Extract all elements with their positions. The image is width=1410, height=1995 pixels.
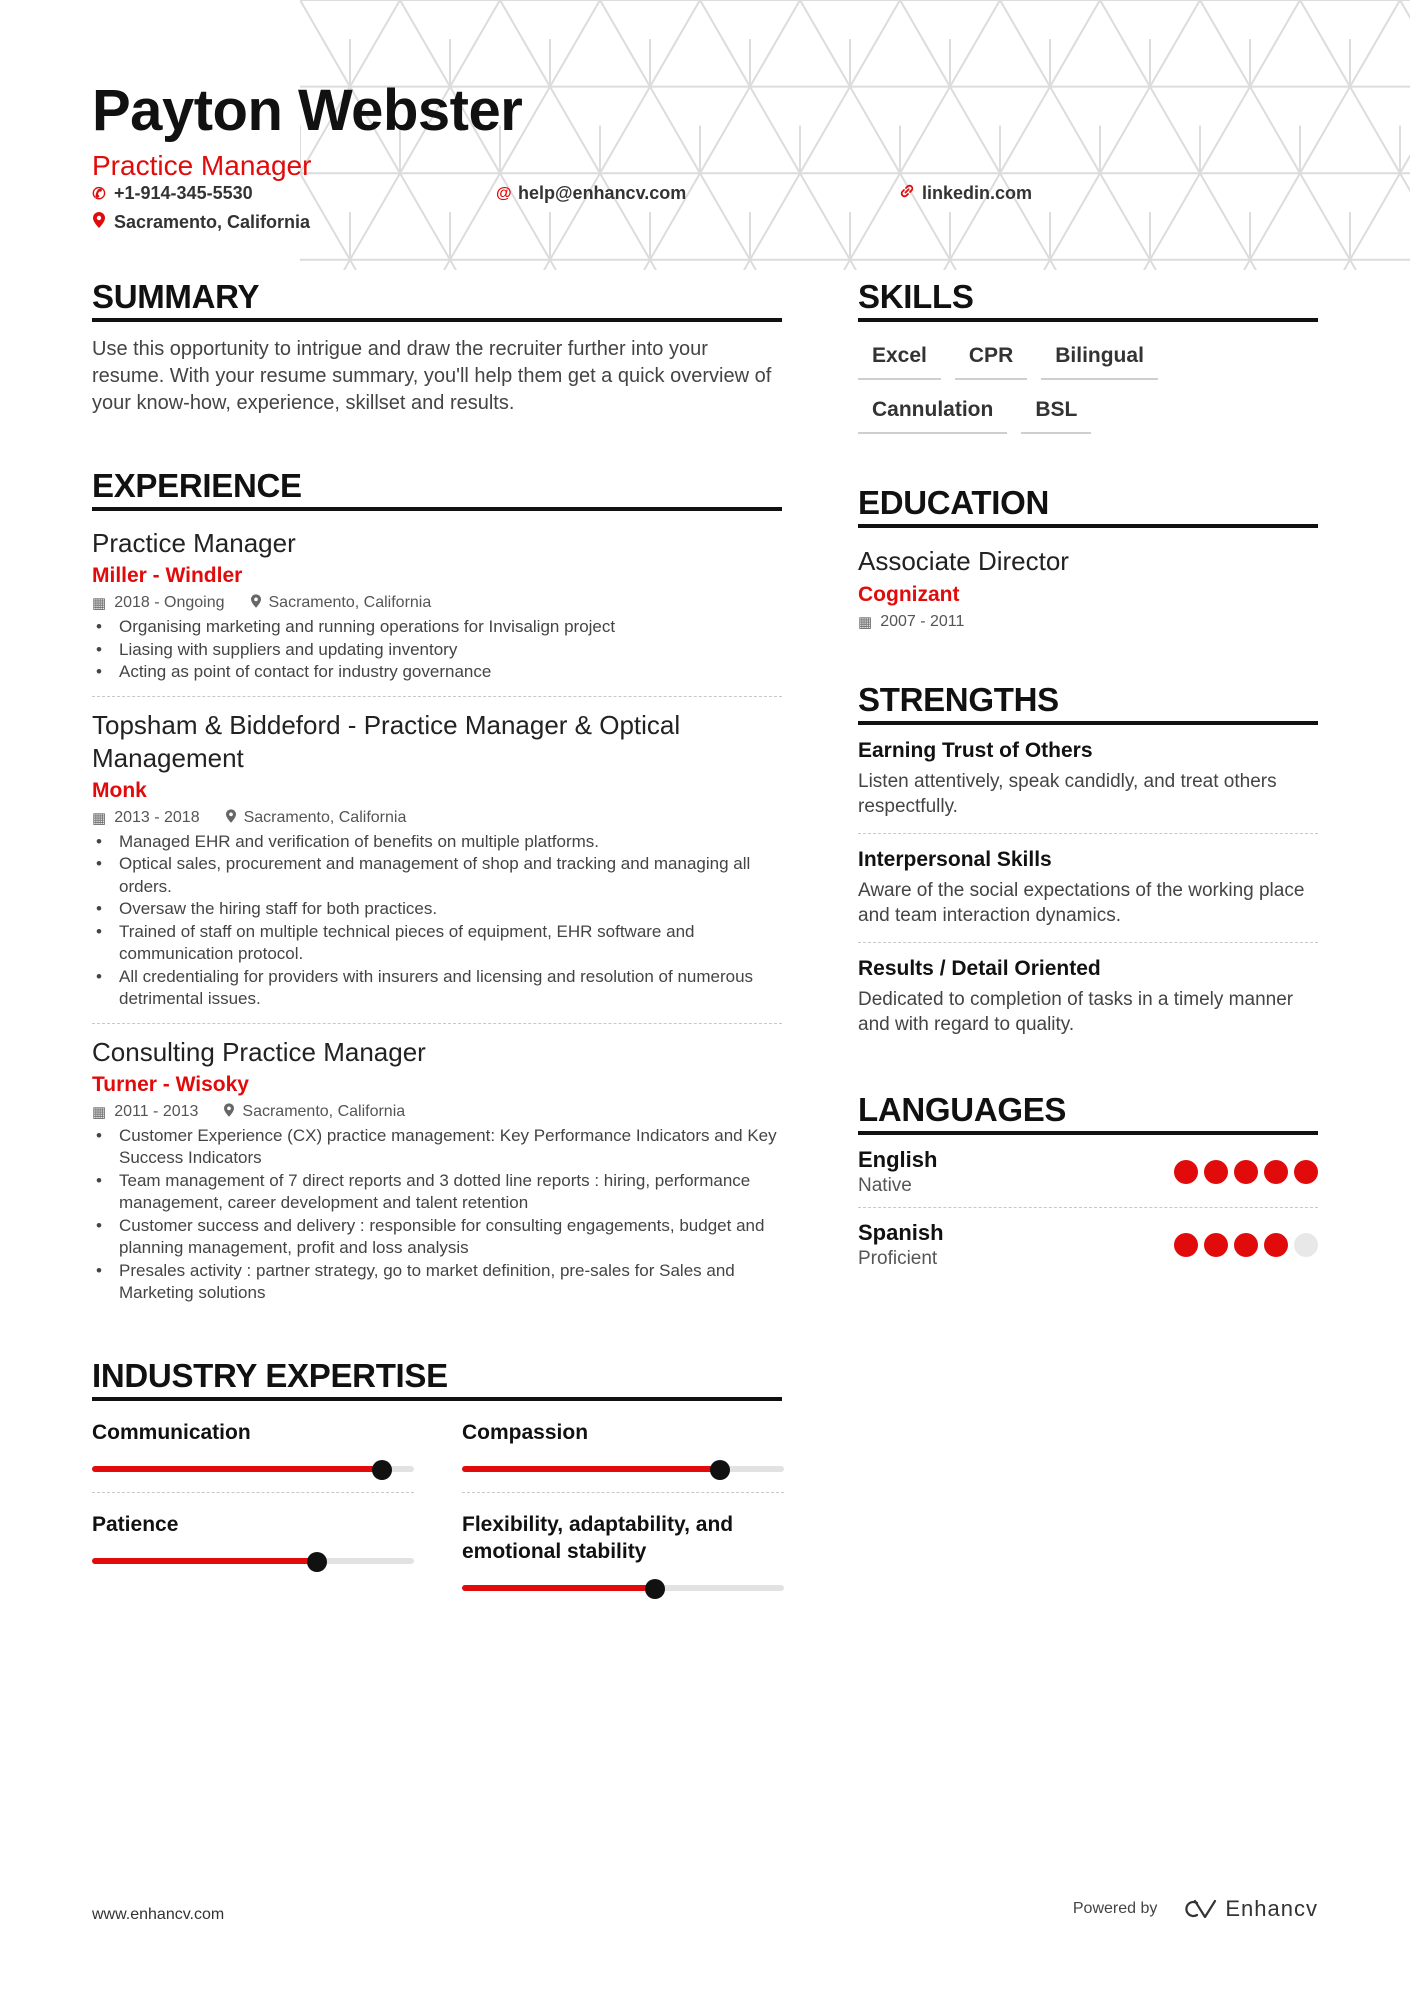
language-proficiency-dots: [1174, 1160, 1318, 1184]
link-icon: [900, 184, 914, 203]
company-name: Miller - Windler: [92, 564, 243, 587]
slider-knob: [307, 1552, 327, 1572]
job-bullet: • Oversaw the hiring staff for both practices.: [92, 898, 782, 921]
job-bullets: [92, 616, 782, 684]
language-info: [858, 1147, 937, 1197]
email-contact[interactable]: [496, 183, 686, 204]
job-bullets: [92, 831, 782, 1011]
at-icon: @: [496, 184, 512, 202]
footer-branding: [1073, 1896, 1318, 1922]
experience-item: [92, 697, 782, 1024]
strength-title: Results / Detail Oriented: [858, 957, 1101, 980]
summary-text: Use this opportunity to intrigue and draw the recruiter further into your resume. With your resume summary, you'll help them get a quick overview of your know-how, experience, skillset and results.: [92, 338, 772, 414]
language-proficiency-dots: [1174, 1233, 1318, 1257]
education-heading: EDUCATION: [858, 484, 1318, 528]
job-location-text: Sacramento, California: [242, 1102, 406, 1120]
experience-list: [92, 515, 782, 1317]
job-title: Practice Manager: [92, 528, 296, 558]
summary-section: [92, 278, 782, 417]
job-dates: 2013 - 2018: [114, 808, 200, 826]
slider-knob: [710, 1460, 730, 1480]
industry-expertise-heading: INDUSTRY EXPERTISE: [92, 1357, 782, 1401]
footer-website[interactable]: www.enhancv.com: [92, 1906, 225, 1923]
map-pin-icon: [224, 1103, 234, 1121]
slider-fill: [92, 1558, 317, 1564]
resume-header: [92, 78, 1322, 182]
strength-item: [858, 725, 1318, 834]
slider-knob: [645, 1579, 665, 1599]
linkedin-contact[interactable]: [900, 183, 1032, 204]
skills-section: [858, 278, 1318, 444]
slider-fill: [462, 1466, 720, 1472]
company-name: Turner - Wisoky: [92, 1072, 249, 1096]
expertise-slider: [92, 1552, 414, 1570]
expertise-label: Communication: [92, 1420, 251, 1444]
skills-heading: SKILLS: [858, 278, 1318, 322]
powered-by-text: Powered by: [1072, 1900, 1158, 1917]
job-bullet: • Optical sales, procurement and management of shop and tracking and managing all orders.: [92, 853, 782, 898]
expertise-slider: [92, 1460, 414, 1478]
company-name: Monk: [92, 778, 147, 802]
strength-desc: Dedicated to completion of tasks in a timely manner and with regard to quality.: [858, 989, 1294, 1035]
enhancv-logo-icon: [1183, 1898, 1217, 1920]
language-name: Spanish: [858, 1220, 944, 1245]
job-location: [251, 594, 432, 612]
proficiency-dot: [1174, 1233, 1198, 1257]
experience-item: [92, 1024, 782, 1317]
job-location: [224, 1103, 405, 1121]
phone-icon: ✆: [92, 185, 106, 203]
experience-item: [92, 515, 782, 697]
calendar-icon: ▦: [92, 809, 107, 827]
education-section: [858, 484, 1318, 631]
job-location-text: Sacramento, California: [268, 594, 432, 611]
expertise-item: [92, 1415, 414, 1493]
job-bullet: • Liasing with suppliers and updating inventory: [92, 639, 782, 662]
job-bullet: • Customer Experience (CX) practice management: Key Performance Indicators and Key Success Indicators: [92, 1125, 782, 1170]
language-level: Proficient: [858, 1248, 938, 1269]
expertise-slider: [462, 1460, 784, 1478]
job-meta: [92, 594, 782, 612]
education-degree: Associate Director: [858, 546, 1069, 576]
job-bullet: • All credentialing for providers with insurers and licensing and resolution of numerous detrimental issues.: [92, 966, 782, 1011]
skills-list: [858, 336, 1318, 444]
strength-desc: Aware of the social expectations of the working place and team interaction dynamics.: [858, 880, 1305, 926]
strength-title: Earning Trust of Others: [858, 739, 1093, 762]
slider-knob: [372, 1460, 392, 1480]
language-name: English: [858, 1147, 938, 1172]
strengths-section: [858, 681, 1318, 1051]
expertise-item: [92, 1507, 414, 1611]
brand-name: Enhancv: [1225, 1896, 1318, 1921]
skill-tag: Cannulation: [858, 390, 1007, 434]
job-bullet: • Presales activity : partner strategy, go to market definition, pre-sales for Sales and Marketing solutions: [92, 1260, 782, 1305]
job-bullet: • Organising marketing and running operations for Invisalign project: [92, 616, 782, 639]
expertise-item: [462, 1507, 784, 1611]
language-info: [858, 1220, 944, 1270]
expertise-label: Flexibility, adaptability, and emotional stability: [462, 1512, 734, 1563]
proficiency-dot: [1204, 1233, 1228, 1257]
job-bullet: • Customer success and delivery : responsible for consulting engagements, budget and planning management, profit and loss analysis: [92, 1215, 782, 1260]
candidate-role: Practice Manager: [92, 150, 312, 181]
job-dates: 2011 - 2013: [114, 1102, 199, 1120]
strength-item: [858, 943, 1318, 1051]
expertise-grid: [92, 1415, 782, 1611]
languages-list: [858, 1135, 1318, 1280]
strength-title: Interpersonal Skills: [858, 848, 1052, 871]
proficiency-dot: [1264, 1160, 1288, 1184]
calendar-icon: ▦: [92, 1103, 107, 1121]
summary-heading: SUMMARY: [92, 278, 782, 322]
strengths-list: [858, 725, 1318, 1051]
proficiency-dot: [1234, 1160, 1258, 1184]
experience-heading: EXPERIENCE: [92, 467, 782, 511]
skill-tag: BSL: [1021, 390, 1091, 434]
location-text: Sacramento, California: [114, 212, 311, 232]
expertise-label: Patience: [92, 1512, 179, 1536]
job-title: Consulting Practice Manager: [92, 1036, 426, 1067]
experience-section: [92, 467, 782, 1317]
map-pin-icon: [251, 594, 261, 612]
job-meta: [92, 809, 782, 827]
location-contact: [92, 212, 310, 233]
right-column: [858, 278, 1318, 1280]
job-location-text: Sacramento, California: [243, 808, 407, 826]
language-item: [858, 1135, 1318, 1208]
industry-expertise-section: [92, 1357, 782, 1611]
job-dates: 2018 - Ongoing: [114, 594, 225, 611]
language-item: [858, 1208, 1318, 1280]
expertise-item: [462, 1415, 784, 1493]
left-column: [92, 278, 782, 1611]
proficiency-dot: [1204, 1160, 1228, 1184]
languages-heading: LANGUAGES: [858, 1091, 1318, 1135]
job-bullet: • Trained of staff on multiple technical pieces of equipment, EHR software and communication protocol.: [92, 921, 782, 966]
slider-fill: [92, 1466, 382, 1472]
job-bullet: • Managed EHR and verification of benefits on multiple platforms.: [92, 831, 782, 854]
expertise-slider: [462, 1579, 784, 1597]
proficiency-dot: [1234, 1233, 1258, 1257]
calendar-icon: ▦: [858, 614, 873, 631]
job-location: [226, 809, 407, 827]
skill-tag: CPR: [955, 336, 1027, 380]
education-school: Cognizant: [858, 583, 960, 606]
job-title: Topsham & Biddeford - Practice Manager & Optical Management: [92, 709, 681, 773]
calendar-icon: ▦: [92, 595, 107, 612]
strengths-heading: STRENGTHS: [858, 681, 1318, 725]
proficiency-dot: [1174, 1160, 1198, 1184]
map-pin-icon: [92, 212, 106, 233]
proficiency-dot: [1294, 1160, 1318, 1184]
job-bullet: • Acting as point of contact for industry governance: [92, 661, 782, 684]
language-level: Native: [858, 1175, 912, 1196]
job-bullet: • Team management of 7 direct reports and 3 dotted line reports : hiring, performance management, career development and talent retention: [92, 1170, 782, 1215]
slider-fill: [462, 1585, 655, 1591]
strength-item: [858, 834, 1318, 943]
expertise-label: Compassion: [462, 1420, 589, 1444]
proficiency-dot: [1294, 1233, 1318, 1257]
job-meta: [92, 1103, 782, 1121]
map-pin-icon: [226, 809, 236, 827]
strength-desc: Listen attentively, speak candidly, and treat others respectfully.: [858, 771, 1277, 817]
job-bullets: [92, 1125, 782, 1305]
skill-tag: Excel: [858, 336, 941, 380]
phone-contact[interactable]: [92, 183, 253, 204]
education-dates-text: 2007 - 2011: [880, 613, 965, 630]
email-text: help@enhancv.com: [518, 183, 687, 203]
candidate-name: Payton Webster: [92, 78, 523, 143]
education-dates: [858, 613, 1318, 631]
phone-text: +1-914-345-5530: [114, 183, 253, 203]
languages-section: [858, 1091, 1318, 1280]
skill-tag: Bilingual: [1041, 336, 1158, 380]
proficiency-dot: [1264, 1233, 1288, 1257]
linkedin-text: linkedin.com: [922, 183, 1033, 203]
